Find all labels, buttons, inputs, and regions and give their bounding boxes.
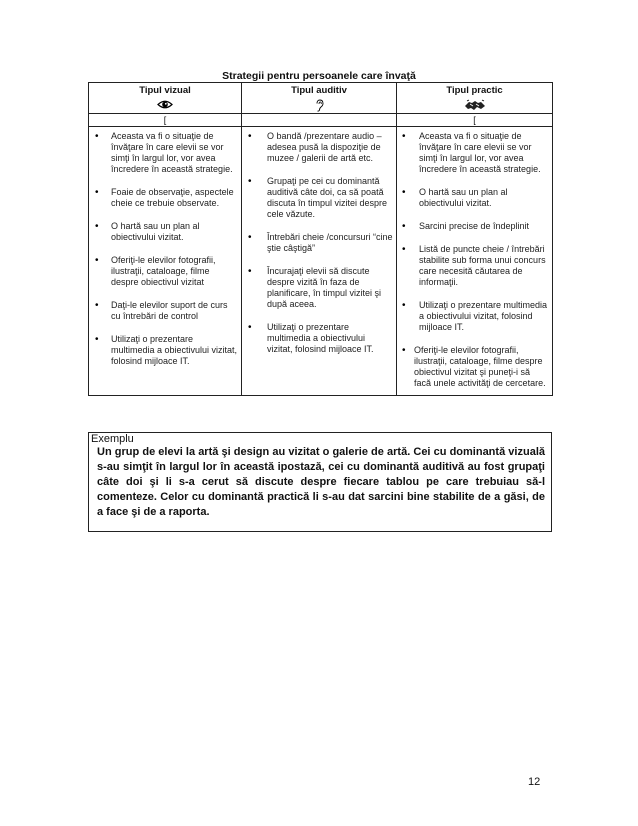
hands-icon: [464, 99, 486, 111]
marker-row: [89, 114, 553, 127]
strategies-table: [88, 82, 553, 396]
page-number: 12: [528, 776, 541, 788]
list-item: • Oferiţi-le elevilor fotografii, ilustraţii, cataloage, filme despre obiectivul vizitat şi puneţi-i să facă unele activităţi de cercetare.: [400, 345, 549, 389]
list-item: • Utilizaţi o prezentare multimedia a obiectivului vizitat, folosind mijloace IT.: [400, 300, 549, 333]
list-item: • Utilizaţi o prezentare multimedia a obiectivului vizitat, folosind mijloace IT.: [245, 322, 393, 355]
header-practical-label: Tipul practic: [446, 85, 503, 96]
list-item: • O hartă sau un plan al obiectivului vizitat.: [92, 221, 238, 243]
ear-icon: [315, 99, 324, 112]
list-item: • Sarcini precise de îndeplinit: [400, 221, 549, 232]
header-visual-label: Tipul vizual: [139, 85, 191, 96]
list-item: • Utilizaţi o prezentare multimedia a obiectivului vizitat, folosind mijloace IT.: [92, 334, 238, 367]
list-item: • O hartă sau un plan al obiectivului vizitat.: [400, 187, 549, 209]
list-item: • Grupaţi pe cei cu dominantă auditivă câte doi, ca să poată discuta în timpul vizitei despre cele văzute.: [245, 176, 393, 220]
header-visual: [89, 83, 242, 114]
list-item: • Aceasta va fi o situaţie de învăţare în care elevii se vor simţi în largul lor, vor avea încredere în această strategie.: [400, 131, 549, 175]
list-item: • Daţi-le elevilor suport de curs cu întrebări de control: [92, 300, 238, 322]
list-item: • Oferiţi-le elevilor fotografii, ilustraţii, cataloage, filme despre obiectivul vizitat: [92, 255, 238, 288]
header-auditory-label: Tipul auditiv: [291, 85, 347, 96]
header-row: [89, 83, 553, 114]
marker-auditory: [242, 114, 397, 127]
header-auditory: [242, 83, 397, 114]
header-practical: [397, 83, 553, 114]
marker-practical: [: [397, 114, 553, 127]
content-row: [89, 127, 553, 396]
practical-strategies: [397, 127, 553, 396]
list-item: • Aceasta va fi o situaţie de învăţare în care elevii se vor simţi în largul lor, vor avea încredere în această strategie.: [92, 131, 238, 175]
auditory-strategies: [242, 127, 397, 396]
list-item: • O bandă /prezentare audio – adesea pusă la dispoziţie de muzee / galerii de artă etc.: [245, 131, 393, 164]
example-text: Un grup de elevi la artă şi design au vizitat o galerie de artă. Cei cu dominantă vizuală s-au simţit în largul lor în această ipostază, cei cu dominantă auditivă au fost grupaţi câte doi şi li s-a cerut să discute despre fiecare tablou pe care trebuiau să-l comenteze. Celor cu dominantă practică li s-au dat sarcini bine stabilite de a găsi, de a face şi de a raporta.: [97, 446, 545, 518]
list-item: • Întrebări cheie /concursuri “cine ştie câştigă”: [245, 232, 393, 254]
example-box: [88, 432, 552, 532]
eye-icon: [157, 99, 173, 110]
marker-visual: [: [89, 114, 242, 127]
page-title: Strategii pentru persoanele care învaţă: [222, 70, 416, 82]
example-label: Exemplu: [91, 433, 134, 445]
list-item: • Listă de puncte cheie / întrebări stabilite sub forma unui concurs care necesită căutarea de informaţii.: [400, 244, 549, 288]
list-item: • Foaie de observaţie, aspectele cheie ce trebuie observate.: [92, 187, 238, 209]
visual-strategies: [89, 127, 242, 396]
list-item: • Încurajaţi elevii să discute despre vizită în faza de planificare, în timpul vizitei şi după aceea.: [245, 266, 393, 310]
